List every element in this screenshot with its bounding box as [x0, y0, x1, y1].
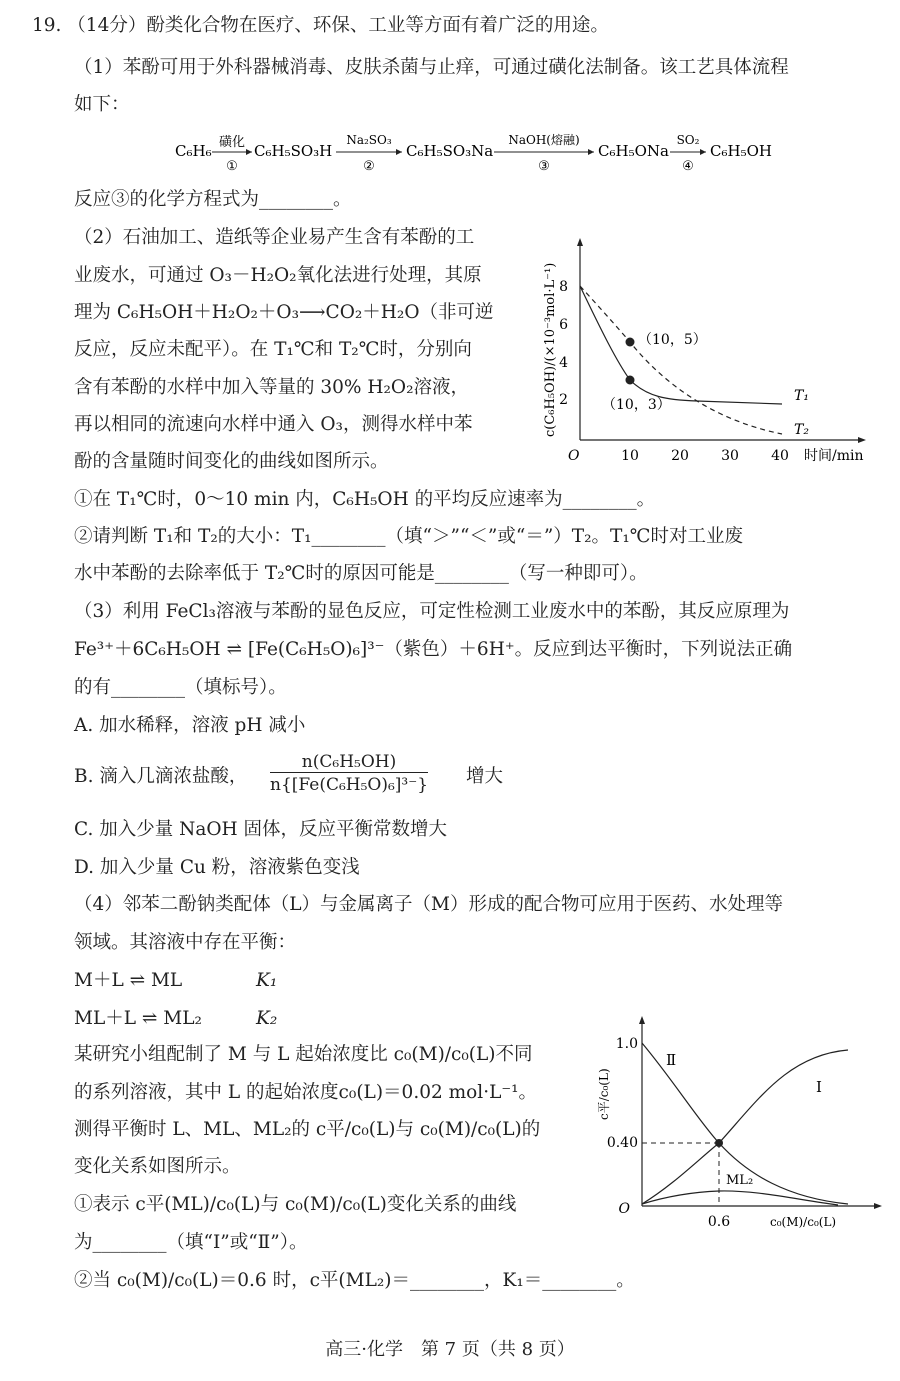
g2-x-label: c₀(M)/c₀(L)	[770, 1215, 837, 1229]
part3-line-2: Fe³⁺＋6C₆H₅OH ⇌ [Fe(C₆H₅O)₆]³⁻（紫色）＋6H⁺。反应到达平衡时，下列说法正确	[74, 639, 793, 660]
g2-xtick-06: 0.6	[707, 1214, 731, 1230]
flow-cond-3: NaOH(熔融)	[508, 133, 580, 147]
g2-origin: O	[618, 1201, 630, 1217]
part4-text-4: 变化关系如图所示。	[74, 1156, 241, 1177]
option-b-prefix: B. 滴入几滴浓盐酸，	[74, 766, 248, 787]
g1-xtick-40: 40	[771, 448, 789, 464]
g1-xtick-10: 10	[621, 448, 639, 464]
part2-line-7: 酚的含量随时间变化的曲线如图所示。	[74, 451, 389, 472]
flow-cond-4: SO₂	[676, 133, 700, 147]
g1-y-label: c(C₆H₅OH)/(×10⁻³mol·L⁻¹)	[543, 262, 558, 437]
equilibrium-2: ML＋L ⇌ ML₂	[74, 1008, 202, 1029]
part4-text-2: 的系列溶液，其中 L 的起始浓度c₀(L)＝0.02 mol·L⁻¹。	[74, 1082, 538, 1103]
fraction-denominator: n{[Fe(C₆H₅O)₆]³⁻}	[270, 775, 429, 795]
g2-ytick-040: 0.40	[606, 1135, 638, 1151]
option-c: C. 加入少量 NaOH 固体，反应平衡常数增大	[74, 819, 448, 840]
part2-line-4: 反应，反应未配平）。在 T₁℃和 T₂℃时，分别向	[74, 339, 472, 360]
part2-question-1: ①在 T₁℃时，0～10 min 内，C₆H₅OH 的平均反应速率为________。	[74, 489, 656, 510]
fraction-numerator: n(C₆H₅OH)	[270, 752, 428, 773]
part2-line-2: 业废水，可通过 O₃－H₂O₂氧化法进行处理，其原	[74, 265, 482, 286]
equilibrium-1: M＋L ⇌ ML	[74, 970, 183, 991]
g1-x-label: 时间/min	[804, 448, 864, 464]
option-b-fraction	[270, 752, 428, 795]
part1-text-2: 如下：	[74, 94, 130, 115]
g1-point-10-5	[626, 338, 635, 347]
g2-ytick-1: 1.0	[615, 1036, 638, 1052]
part2-line-1: （2）石油加工、造纸等企业易产生含有苯酚的工	[74, 227, 475, 248]
g1-point-10-3	[626, 376, 635, 385]
flow-cond-2: Na₂SO₃	[346, 133, 392, 147]
g1-origin: O	[568, 448, 580, 464]
synthesis-flow	[170, 128, 790, 178]
part2-question-2b: 水中苯酚的去除率低于 T₂℃时的原因可能是________（写一种即可）。	[74, 563, 648, 584]
g1-ytick-2: 2	[559, 392, 568, 408]
g1-label-t1: T₁	[794, 388, 809, 404]
option-b-suffix: 增大	[466, 766, 504, 787]
page-footer: 高三·化学 第 7 页（共 8 页）	[325, 1339, 575, 1360]
g2-label-ml2: ML₂	[726, 1173, 754, 1188]
option-d: D. 加入少量 Cu 粉，溶液紫色变浅	[74, 857, 360, 878]
equilibrium-1-k: K₁	[256, 970, 278, 991]
part2-line-3: 理为 C₆H₅OH＋H₂O₂＋O₃⟶CO₂＋H₂O（非可逆	[74, 302, 494, 323]
g1-ytick-8: 8	[559, 279, 568, 295]
g1-xtick-20: 20	[671, 448, 689, 464]
part1-text: （1）苯酚可用于外科器械消毒、皮肤杀菌与止痒，可通过磺化法制备。该工艺具体流程	[74, 57, 789, 78]
g2-intersection-point	[715, 1139, 723, 1147]
complex-fraction-graph	[588, 1010, 888, 1240]
flow-species-5: C₆H₅OH	[710, 142, 772, 160]
part4-text-1: 某研究小组配制了 M 与 L 起始浓度比 c₀(M)/c₀(L)不同	[74, 1044, 533, 1065]
flow-step-3: ③	[538, 159, 550, 174]
part2-line-5: 含有苯酚的水样中加入等量的 30% H₂O₂溶液，	[74, 377, 470, 398]
part4-text-3: 测得平衡时 L、ML、ML₂的 c平/c₀(L)与 c₀(M)/c₀(L)的	[74, 1119, 541, 1140]
flow-cond-1: 磺化	[218, 135, 246, 150]
flow-species-4: C₆H₅ONa	[598, 142, 669, 160]
g1-ytick-4: 4	[559, 355, 568, 371]
part4-question-1b: 为________（填“Ⅰ”或“Ⅱ”）。	[74, 1232, 308, 1253]
part1-question: 反应③的化学方程式为________。	[74, 189, 352, 210]
part4-line-1: （4）邻苯二酚钠类配体（L）与金属离子（M）形成的配合物可应用于医药、水处理等	[74, 894, 784, 915]
part4-question-2: ②当 c₀(M)/c₀(L)＝0.6 时，c平(ML₂)＝________，K₁＝________。	[74, 1270, 635, 1291]
part4-line-2: 领域。其溶液中存在平衡：	[74, 932, 297, 953]
g2-label-i: Ⅰ	[816, 1078, 822, 1096]
flow-step-2: ②	[363, 159, 375, 174]
part2-line-6: 再以相同的流速向水样中通入 O₃，测得水样中苯	[74, 414, 473, 435]
flow-species-1: C₆H₆	[175, 142, 212, 160]
flow-species-2: C₆H₅SO₃H	[254, 142, 333, 160]
g1-label-10-5: （10，5）	[638, 332, 707, 348]
flow-step-4: ④	[682, 159, 694, 174]
flow-step-1: ①	[226, 159, 238, 174]
part3-line-1: （3）利用 FeCl₃溶液与苯酚的显色反应，可定性检测工业废水中的苯酚，其反应原理为	[74, 601, 790, 622]
part3-line-3: 的有________（填标号）。	[74, 677, 287, 698]
question-header: 19. （14分）酚类化合物在医疗、环保、工业等方面有着广泛的用途。	[32, 15, 609, 36]
g2-curve-ml2	[642, 1191, 838, 1205]
g1-xtick-30: 30	[721, 448, 739, 464]
g1-ytick-6: 6	[559, 317, 568, 333]
g2-label-ii: Ⅱ	[666, 1051, 677, 1069]
option-a: A. 加水稀释，溶液 pH 减小	[74, 715, 306, 736]
flow-species-3: C₆H₅SO₃Na	[406, 142, 494, 160]
part2-question-2: ②请判断 T₁和 T₂的大小：T₁________（填“＞”“＜”或“＝”）T₂。T₁℃时对工业废	[74, 526, 743, 547]
g1-label-t2: T₂	[794, 422, 809, 438]
equilibrium-2-k: K₂	[256, 1008, 278, 1029]
part4-question-1: ①表示 c平(ML)/c₀(L)与 c₀(M)/c₀(L)变化关系的曲线	[74, 1194, 517, 1215]
g2-y-label: c平/c₀(L)	[597, 1068, 611, 1120]
g1-label-10-3: （10，3）	[602, 397, 671, 413]
phenol-concentration-graph	[532, 222, 882, 472]
